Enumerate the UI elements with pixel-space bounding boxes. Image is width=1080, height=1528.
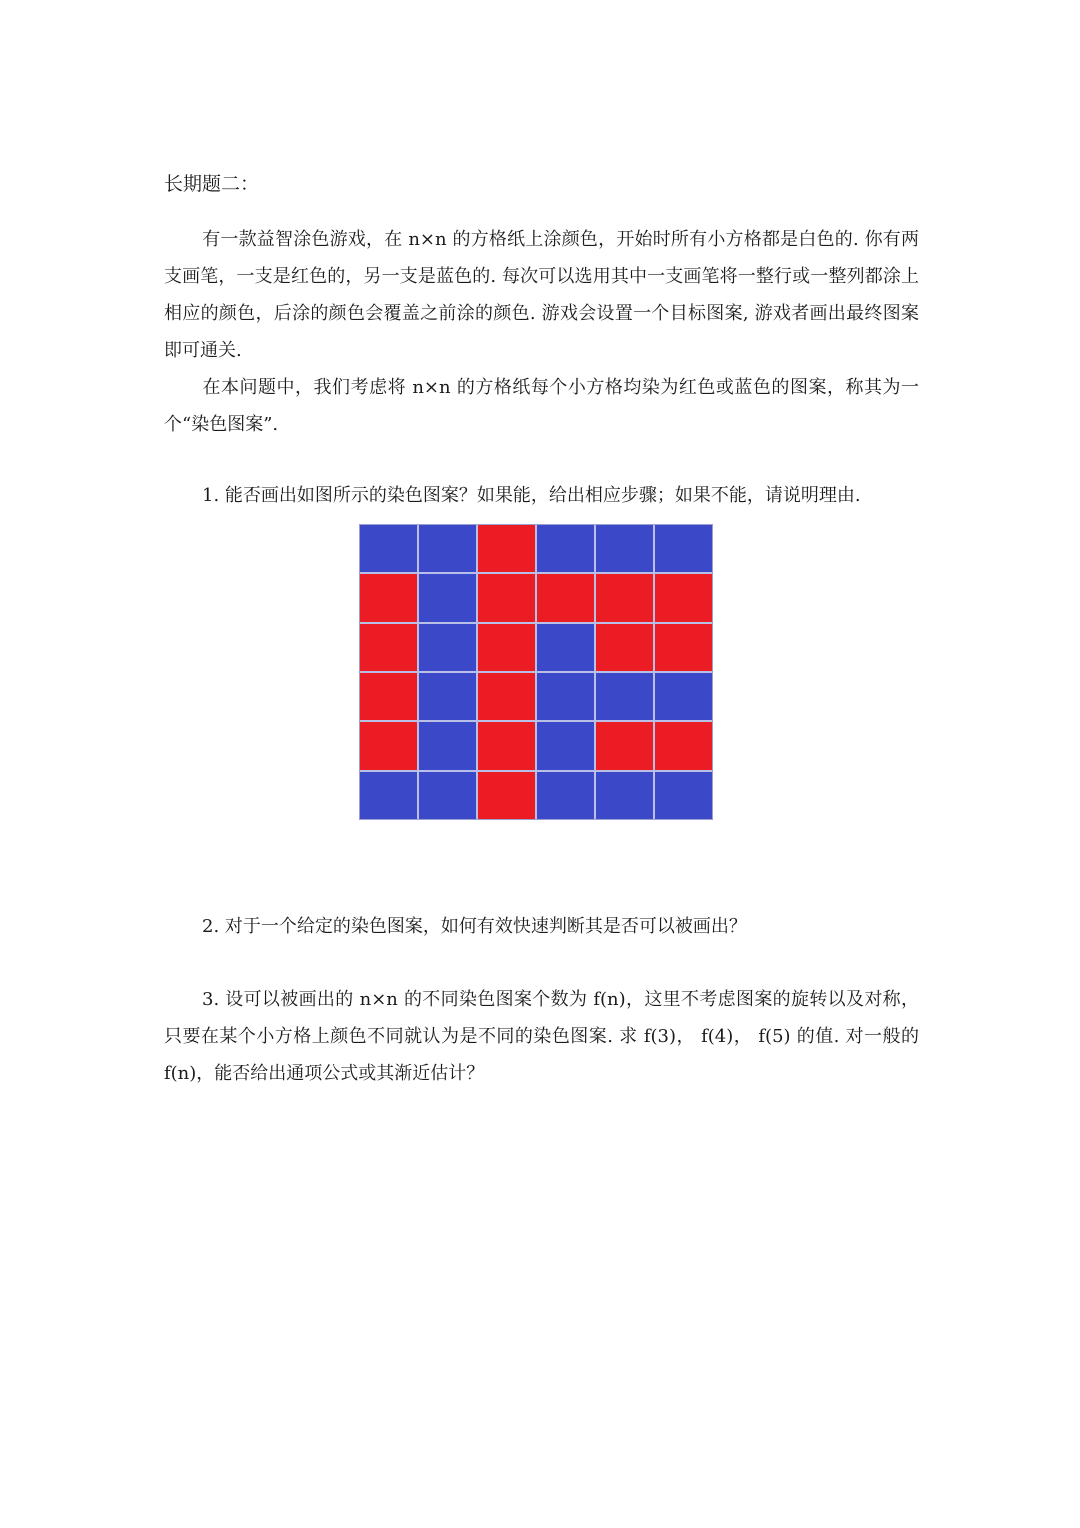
intro-text: 有一款益智涂色游戏，在 n×n 的方格纸上涂颜色，开始时所有小方格都是白色的. 你有两支画笔，一支是红色的，另一支是蓝色的. 每次可以选用其中一支画笔将一整行或一整列都涂上相应的颜色，后涂的颜色会覆盖之前涂的颜色. 游戏会设置一个目标图案, 游戏者画出最终图案即可通关. bbox=[164, 229, 919, 361]
grid-cell-blue bbox=[419, 772, 476, 819]
grid-cell-red bbox=[596, 574, 653, 621]
grid-cell-blue bbox=[419, 673, 476, 720]
grid-cell-red bbox=[360, 722, 417, 769]
coloring-pattern-grid bbox=[359, 524, 713, 820]
grid-cell-red bbox=[655, 624, 712, 671]
grid-cell-red bbox=[537, 574, 594, 621]
grid-cell-blue bbox=[537, 525, 594, 572]
grid-cell-red bbox=[478, 624, 535, 671]
grid-cell-blue bbox=[537, 673, 594, 720]
grid-cell-blue bbox=[419, 525, 476, 572]
grid-cell-blue bbox=[596, 525, 653, 572]
grid-cell-red bbox=[360, 673, 417, 720]
grid-cell-blue bbox=[537, 624, 594, 671]
grid-cell-blue bbox=[596, 772, 653, 819]
page-title: 长期题二： bbox=[164, 173, 260, 195]
grid-cell-blue bbox=[419, 722, 476, 769]
question-1 bbox=[164, 477, 919, 514]
definition-paragraph bbox=[164, 369, 919, 443]
grid-cell-blue bbox=[360, 525, 417, 572]
grid-cell-red bbox=[655, 722, 712, 769]
grid-cell-blue bbox=[419, 574, 476, 621]
grid-cell-blue bbox=[537, 722, 594, 769]
intro-paragraph bbox=[164, 221, 919, 369]
grid-cell-red bbox=[596, 624, 653, 671]
grid-cell-red bbox=[478, 525, 535, 572]
grid-cell-red bbox=[360, 574, 417, 621]
grid-cell-blue bbox=[360, 772, 417, 819]
grid-cell-red bbox=[478, 574, 535, 621]
grid-cell-red bbox=[478, 673, 535, 720]
definition-text: 在本问题中，我们考虑将 n×n 的方格纸每个小方格均染为红色或蓝色的图案，称其为一个“染色图案”. bbox=[164, 377, 919, 435]
grid-cell-red bbox=[478, 722, 535, 769]
grid-cell-blue bbox=[596, 673, 653, 720]
grid-cell-red bbox=[596, 722, 653, 769]
grid-cell-red bbox=[655, 574, 712, 621]
grid-cell-blue bbox=[655, 772, 712, 819]
grid-cell-blue bbox=[537, 772, 594, 819]
grid-cell-red bbox=[360, 624, 417, 671]
question-2-text: 2. 对于一个给定的染色图案，如何有效快速判断其是否可以被画出？ bbox=[202, 916, 747, 937]
question-2 bbox=[164, 908, 919, 945]
question-3-text: 3. 设可以被画出的 n×n 的不同染色图案个数为 f(n)，这里不考虑图案的旋转以及对称，只要在某个小方格上颜色不同就认为是不同的染色图案. 求 f(3)， f(4)， f(5) 的值. 对一般的 f(n)，能否给出通项公式或其渐近估计？ bbox=[164, 989, 919, 1084]
grid-cell-red bbox=[478, 772, 535, 819]
grid-cell-blue bbox=[655, 525, 712, 572]
grid-cell-blue bbox=[655, 673, 712, 720]
grid-cell-blue bbox=[419, 624, 476, 671]
question-3 bbox=[164, 981, 919, 1092]
question-1-text: 1. 能否画出如图所示的染色图案？如果能，给出相应步骤；如果不能，请说明理由. bbox=[202, 485, 861, 506]
